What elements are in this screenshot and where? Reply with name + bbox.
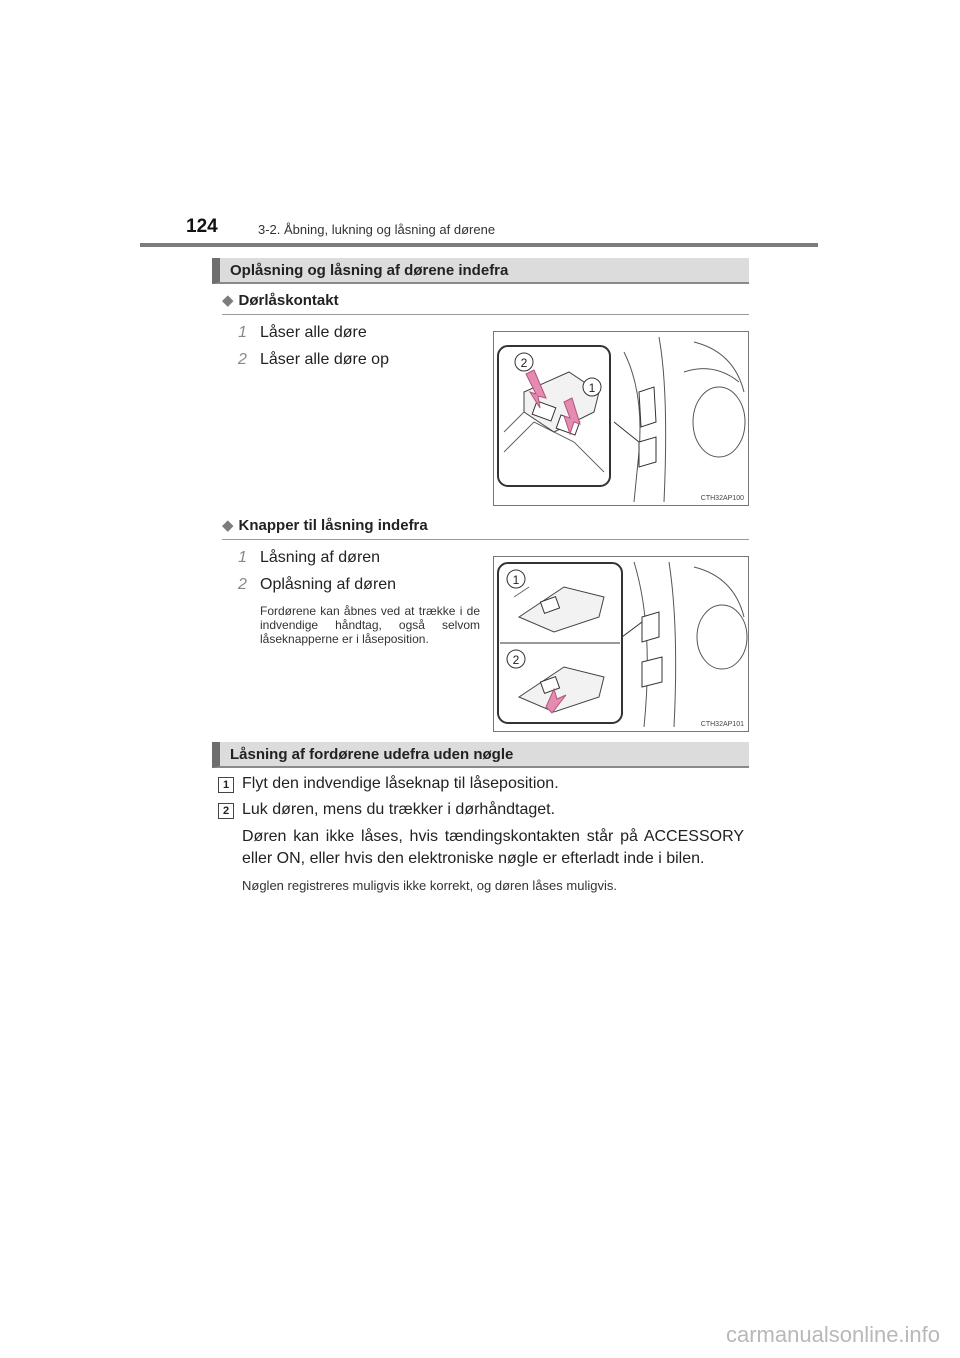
section-heading-bar [212, 742, 749, 768]
sub-heading-text: Knapper til låsning indefra [238, 517, 428, 534]
sub-heading-divider [222, 314, 749, 315]
step-item [218, 775, 748, 797]
section-title: Oplåsning og låsning af dørene indefra [230, 262, 509, 279]
callout-label: 1 [588, 381, 596, 395]
diamond-icon: ◆ [222, 517, 234, 534]
header-divider [140, 243, 818, 247]
item-text: Låser alle døre [260, 324, 367, 341]
step-item [218, 801, 748, 823]
step-number: 1 [218, 777, 234, 793]
inside-lock-button-illustration [493, 556, 749, 732]
callout-label: 2 [520, 356, 528, 370]
page-number: 124 [186, 216, 218, 237]
info-note: Fordørene kan åbnes ved at trække i de indvendige håndtag, også selvom låseknapperne er i låseposition. [260, 604, 480, 646]
item-text: Oplåsning af døren [260, 576, 397, 593]
door-lock-switch-illustration [493, 331, 749, 506]
running-header: 3-2. Åbning, lukning og låsning af dørene [258, 222, 496, 237]
section-heading-bar [212, 258, 749, 284]
step-text: Flyt den indvendige låseknap til låseposition. [242, 775, 559, 792]
item-number: 2 [238, 351, 247, 368]
figure-code: CTH32AP101 [700, 721, 744, 728]
door-lock-switch-drawing [494, 332, 748, 505]
section-title: Låsning af fordørene udefra uden nøgle [230, 746, 514, 763]
body-paragraph: Døren kan ikke låses, hvis tændingskontakten står på ACCESSORY eller ON, eller hvis den elektroniske nøgle er efterladt inde i bilen. [242, 828, 744, 867]
info-note: Nøglen registreres muligvis ikke korrekt, og døren låses muligvis. [242, 878, 617, 893]
item-number: 2 [238, 576, 247, 593]
step-text: Luk døren, mens du trækker i dørhåndtaget. [242, 801, 556, 818]
sub-heading-text: Dørlåskontakt [238, 292, 339, 309]
callout-label: 2 [512, 653, 520, 667]
sub-heading-door-lock-switch [222, 291, 339, 309]
diamond-icon: ◆ [222, 292, 234, 309]
item-text: Låsning af døren [260, 549, 381, 566]
step-number: 2 [218, 803, 234, 819]
inside-lock-button-drawing [494, 557, 748, 731]
watermark: carmanualsonline.info [726, 1322, 941, 1347]
item-text: Låser alle døre op [260, 351, 389, 368]
item-number: 1 [238, 324, 247, 341]
sub-heading-inside-lock-buttons [222, 516, 428, 534]
callout-label: 1 [512, 573, 520, 587]
figure-code: CTH32AP100 [700, 495, 744, 502]
sub-heading-divider [222, 539, 749, 540]
item-number: 1 [238, 549, 247, 566]
